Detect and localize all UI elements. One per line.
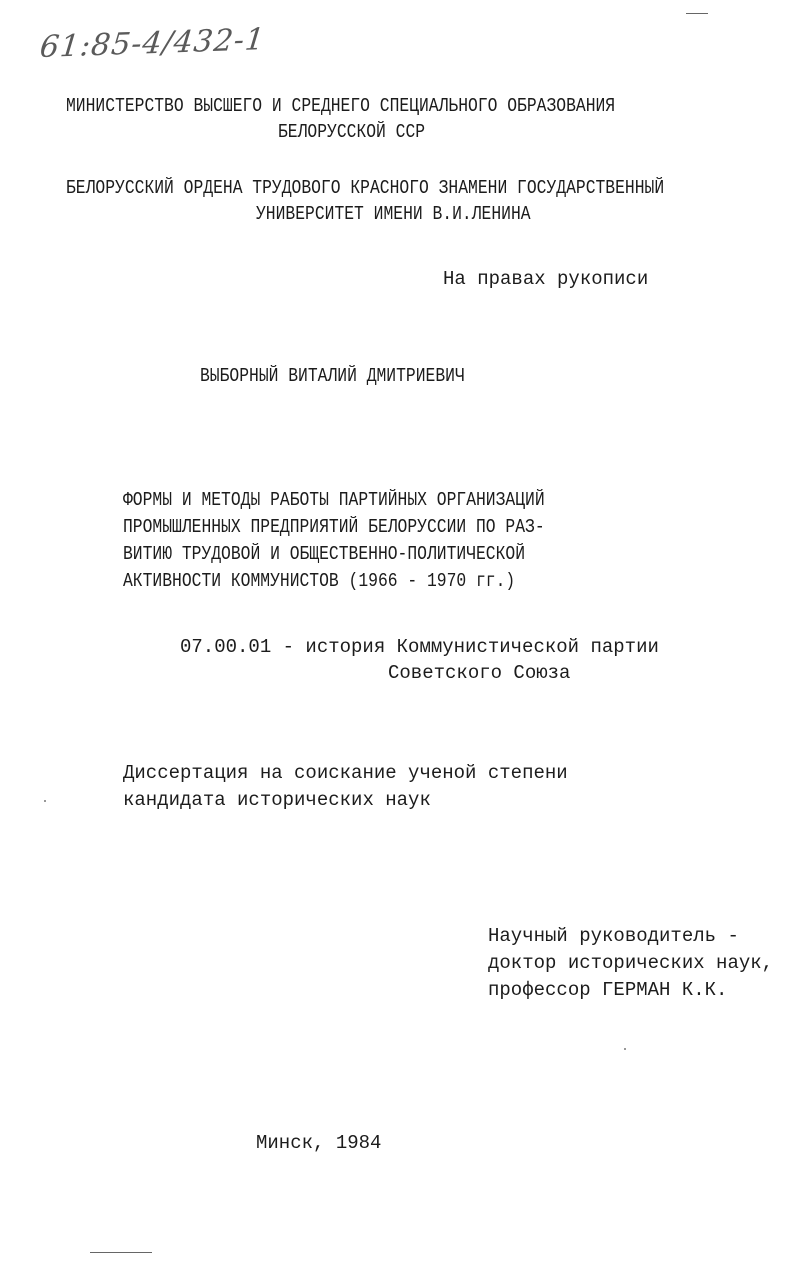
title-line-2: ПРОМЫШЛЕННЫХ ПРЕДПРИЯТИЙ БЕЛОРУССИИ ПО РАЗ-	[123, 516, 545, 538]
place-year: Минск, 1984	[256, 1132, 382, 1154]
university-line-2: УНИВЕРСИТЕТ ИМЕНИ В.И.ЛЕНИНА	[256, 203, 531, 225]
university-line-1: БЕЛОРУССКИЙ ОРДЕНА ТРУДОВОГО КРАСНОГО ЗНАМЕНИ ГОСУДАРСТВЕННЫЙ	[66, 177, 665, 199]
author-name: ВЫБОРНЫЙ ВИТАЛИЙ ДМИТРИЕВИЧ	[200, 365, 465, 387]
scan-speck	[624, 1048, 626, 1050]
ministry-line-1: МИНИСТЕРСТВО ВЫСШЕГО И СРЕДНЕГО СПЕЦИАЛЬНОГО ОБРАЗОВАНИЯ	[66, 95, 616, 117]
archive-handwritten-mark: 61:85-4/432-1	[38, 22, 267, 66]
bottom-left-rule	[90, 1252, 152, 1253]
scan-speck	[44, 800, 46, 802]
title-line-3: ВИТИЮ ТРУДОВОЙ И ОБЩЕСТВЕННО-ПОЛИТИЧЕСКОЙ	[123, 543, 526, 565]
manuscript-rights: На правах рукописи	[443, 268, 649, 290]
dissertation-line-2: кандидата исторических наук	[123, 789, 431, 811]
supervisor-line-1: Научный руководитель -	[488, 925, 739, 947]
top-right-rule	[686, 13, 708, 14]
title-line-4: АКТИВНОСТИ КОММУНИСТОВ (1966 - 1970 гг.)	[123, 570, 516, 592]
dissertation-line-1: Диссертация на соискание ученой степени	[123, 762, 568, 784]
specialty-line-1: 07.00.01 - история Коммунистической партии	[180, 636, 659, 658]
ministry-line-2: БЕЛОРУССКОЙ ССР	[278, 121, 426, 143]
supervisor-line-2: доктор исторических наук,	[488, 952, 774, 974]
specialty-line-2: Советского Союза	[388, 662, 571, 684]
title-line-1: ФОРМЫ И МЕТОДЫ РАБОТЫ ПАРТИЙНЫХ ОРГАНИЗАЦИЙ	[123, 489, 545, 511]
supervisor-line-3: профессор ГЕРМАН К.К.	[488, 979, 728, 1001]
